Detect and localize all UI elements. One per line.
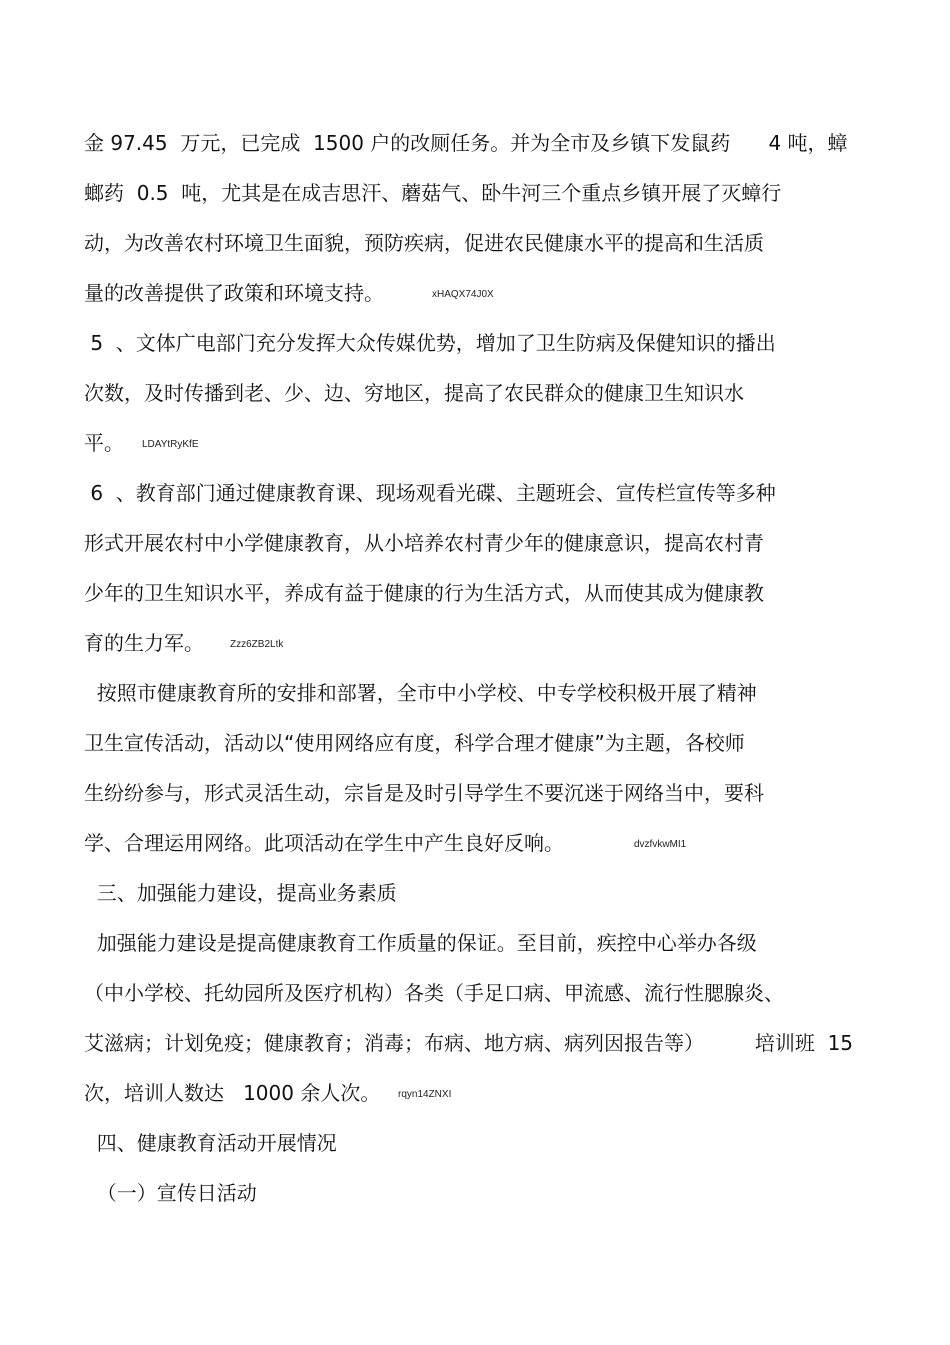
text-line: 学、合理运用网络。此项活动在学生中产生良好反响。	[84, 831, 564, 855]
text-line: 量的改善提供了政策和环境支持。	[84, 281, 384, 305]
text-line: 艾滋病；计划免疫；健康教育；消毒；布病、地方病、病列因报告等） 培训班 15	[84, 1031, 854, 1055]
text-line: 金 97.45 万元，已完成 1500 户的改厕任务。并为全市及乡镇下发鼠药 4 吨，蟑	[84, 131, 848, 155]
text-line: 卫生宣传活动，活动以“使用网络应有度，科学合理才健康”为主题，各校师	[84, 731, 745, 755]
text-line: （中小学校、托幼园所及医疗机构）各类（手足口病、甲流感、流行性腮腺炎、	[84, 981, 784, 1005]
text-line: 生纷纷参与，形式灵活生动，宗旨是及时引导学生不要沉迷于网络当中，要科	[84, 781, 764, 805]
text-line: 6 、教育部门通过健康教育课、现场观看光碟、主题班会、宣传栏宣传等多种	[84, 481, 776, 505]
text-line: 平。	[84, 431, 124, 455]
text-line: 动，为改善农村环境卫生面貌，预防疾病，促进农民健康水平的提高和生活质	[84, 231, 764, 255]
text-line: 加强能力建设是提高健康教育工作质量的保证。至目前，疾控中心举办各级	[84, 931, 757, 955]
text-line: 少年的卫生知识水平，养成有益于健康的行为生活方式，从而使其成为健康教	[84, 581, 764, 605]
watermark-code: rqyn14ZNXI	[398, 1089, 452, 1100]
text-line: 按照市健康教育所的安排和部署，全市中小学校、中专学校积极开展了精神	[84, 681, 757, 705]
section-heading: 四、健康教育活动开展情况	[84, 1131, 337, 1155]
text-line: 5 、文体广电部门充分发挥大众传媒优势，增加了卫生防病及保健知识的播出	[84, 331, 776, 355]
watermark-code: dvzfvkwMI1	[634, 839, 687, 850]
watermark-code: LDAYtRyKfE	[142, 439, 199, 450]
text-line: 育的生力军。	[84, 631, 204, 655]
section-heading: 三、加强能力建设，提高业务素质	[84, 881, 397, 905]
text-line: 次，培训人数达 1000 余人次。	[84, 1081, 381, 1105]
watermark-code: Zzz6ZB2Ltk	[230, 639, 284, 650]
text-line: 形式开展农村中小学健康教育，从小培养农村青少年的健康意识，提高农村青	[84, 531, 764, 555]
text-line: 次数，及时传播到老、少、边、穷地区，提高了农民群众的健康卫生知识水	[84, 381, 744, 405]
watermark-code: xHAQX74J0X	[432, 289, 494, 300]
text-line: 螂药 0.5 吨，尤其是在成吉思汗、蘑菇气、卧牛河三个重点乡镇开展了灭蟑行	[84, 181, 782, 205]
subsection-heading: （一）宣传日活动	[84, 1181, 257, 1205]
